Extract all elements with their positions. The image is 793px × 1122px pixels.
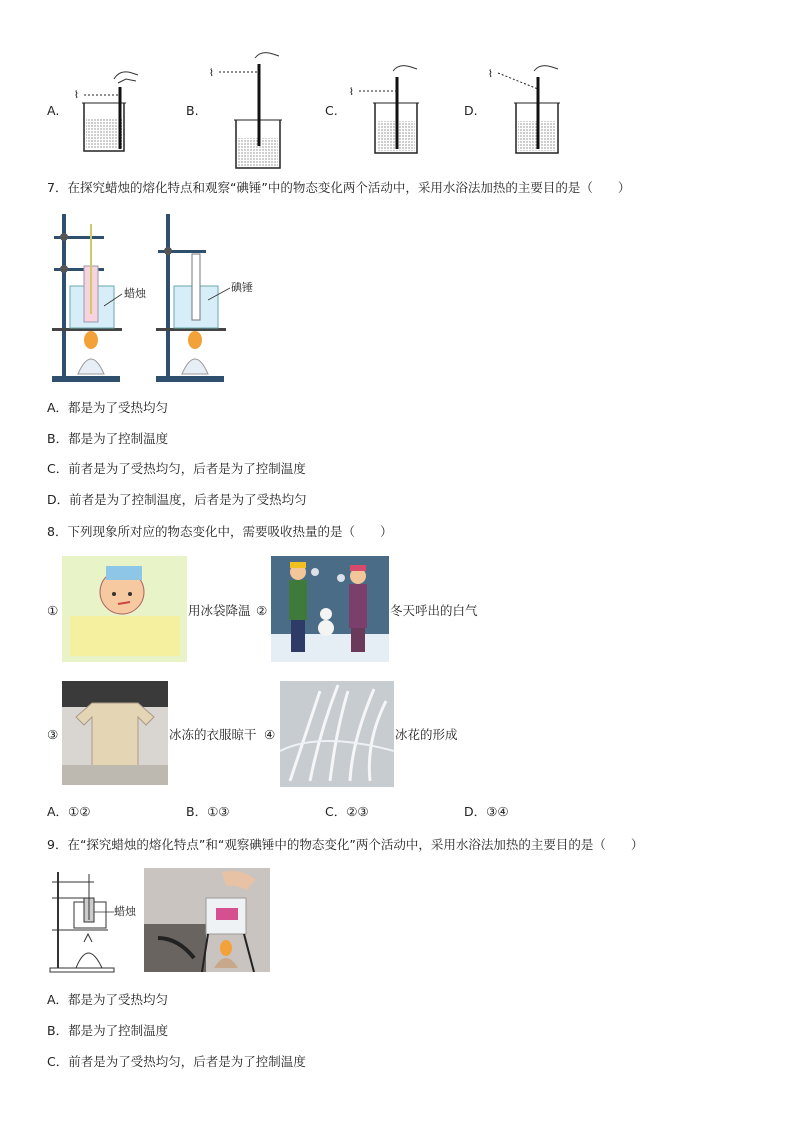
q7-label-iodine: 碘锤 (231, 281, 253, 294)
q8-item-4-num: ④ (264, 727, 276, 742)
q9-apparatus-sketch (46, 868, 142, 974)
q7-option-c: C．前者是为了受热均匀，后者是为了控制温度 (47, 461, 306, 476)
svg-text:⌇: ⌇ (349, 87, 354, 98)
svg-text:⌇: ⌇ (209, 68, 214, 79)
q8-item-4-caption: 冰花的形成 (395, 727, 458, 742)
q8-option-b: B．①③ (186, 804, 230, 819)
q8-item-3-caption: 冰冻的衣服晾干 (169, 727, 257, 742)
q9-option-a: A．都是为了受热均匀 (47, 992, 169, 1007)
q8-question: 8．下列现象所对应的物态变化中，需要吸收热量的是（ ） (47, 524, 393, 539)
q7-question: 7．在探究蜡烛的熔化特点和观察“碘锤”中的物态变化两个活动中，采用水浴法加热的主要目的是（ ） (47, 180, 631, 195)
q9-photo-experiment (144, 868, 270, 972)
q8-image-breath (271, 556, 389, 662)
q8-option-a: A．①② (47, 804, 91, 819)
svg-text:⌇: ⌇ (488, 69, 493, 80)
q8-item-1-num: ① (47, 603, 59, 618)
q9-label-candle: 蜡烛 (114, 905, 136, 918)
q8-option-d: D．③④ (464, 804, 509, 819)
q9-option-c: C．前者是为了受热均匀，后者是为了控制温度 (47, 1054, 306, 1069)
q8-image-ice-pack (62, 556, 187, 662)
q7-option-d: D．前者是为了控制温度，后者是为了受热均匀 (47, 492, 307, 507)
q8-item-2-num: ② (256, 603, 268, 618)
q6-option-d: D. (464, 103, 478, 118)
q7-option-b: B．都是为了控制温度 (47, 431, 169, 446)
q6-option-a: A. (47, 103, 60, 118)
q7-option-a: A．都是为了受热均匀 (47, 400, 169, 415)
q8-image-frozen-clothes (62, 681, 168, 785)
q6-figure-c (345, 63, 425, 159)
q8-item-1-caption: 用冰袋降温 (188, 603, 251, 618)
q8-item-3-num: ③ (47, 727, 59, 742)
q6-option-b: B. (186, 103, 199, 118)
q9-option-b: B．都是为了控制温度 (47, 1023, 169, 1038)
svg-text:⌇: ⌇ (74, 90, 79, 101)
q7-label-candle: 蜡烛 (124, 287, 146, 300)
q8-option-c: C．②③ (325, 804, 369, 819)
q6-option-c: C. (325, 103, 338, 118)
q6-figure-a (70, 65, 150, 157)
q8-item-2-caption: 冬天呼出的白气 (390, 603, 478, 618)
q7-apparatus-figure (48, 210, 268, 386)
q9-question: 9．在“探究蜡烛的熔化特点”和“观察碘锤中的物态变化”两个活动中，采用水浴法加热的主要目的是（ ） (47, 837, 644, 852)
q6-figure-b (205, 50, 285, 172)
q6-figure-d (484, 63, 564, 159)
q8-image-ice-flower (280, 681, 394, 787)
